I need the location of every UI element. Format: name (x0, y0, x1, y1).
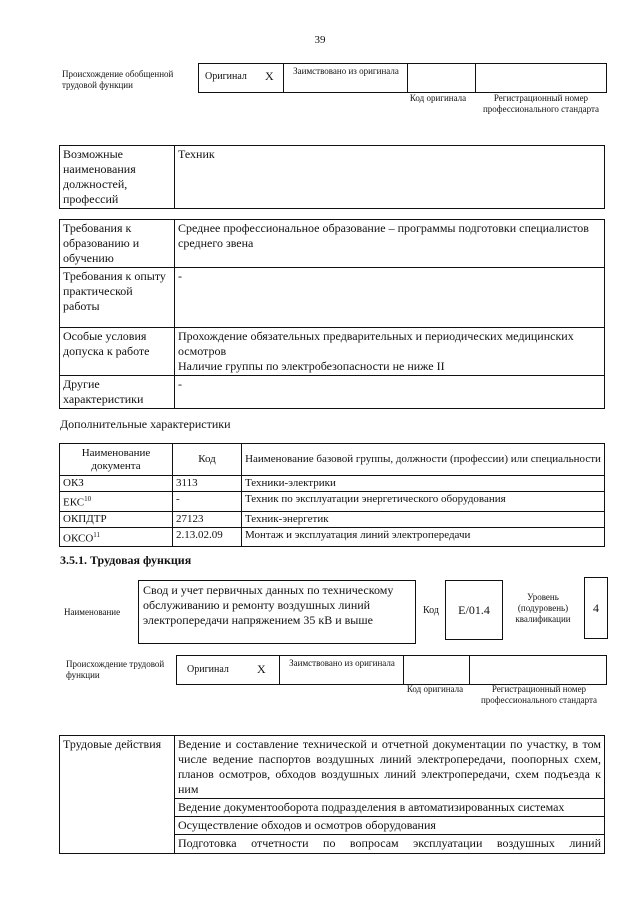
req-education-label: Требования к образованию и обучению (60, 220, 175, 268)
table-row-name: Техники-электрики (242, 476, 605, 492)
origin-label: Происхождение трудовой функции (66, 659, 165, 680)
table-row-doc: ОКПДТР (60, 511, 173, 527)
table-row-name: Монтаж и эксплуатация линий электропередачи (242, 527, 605, 547)
positions-value: Техник (175, 146, 605, 209)
table-row-name: Техник по эксплуатации энергетического оборудования (242, 492, 605, 512)
original-label: Оригинал (187, 664, 229, 675)
table-row-code: 3113 (173, 476, 242, 492)
extra-col-name: Наименование базовой группы, должности (профессии) или специальности (242, 444, 605, 476)
req-conditions-label: Особые условия допуска к работе (60, 328, 175, 376)
name-label: Наименование (64, 607, 121, 617)
doc-name: ОКСО (63, 532, 94, 545)
positions-label: Возможные наименования должностей, профессий (60, 146, 175, 209)
list-item: Ведение и составление технической и отчетной документации по участку, в том числе ведение паспортов воздушных линий электропередачи, поопорных схем, планов осмотров, обходов воздушных линий электропередачи, схем подъезда к ним (175, 736, 605, 799)
code-original-label: Код оригинала (409, 93, 467, 103)
extra-col-code: Код (173, 444, 242, 476)
reg-number-label: Регистрационный номер профессионального стандарта (482, 93, 600, 114)
section-heading: 3.5.1. Трудовая функция (60, 553, 192, 567)
actions-label: Трудовые действия (60, 736, 175, 854)
requirements-table (59, 219, 605, 409)
page-number: 39 (314, 34, 326, 46)
req-other-value: - (175, 376, 605, 409)
function-name-box: Свод и учет первичных данных по техническому обслуживанию и ремонту воздушных линий электропередачи напряжением 35 кВ и выше (138, 580, 416, 644)
table-row-doc: ОКЗ (60, 476, 173, 492)
doc-name: ЕКС (63, 496, 85, 509)
actions-table (59, 735, 605, 854)
extra-heading: Дополнительные характеристики (60, 417, 231, 431)
level-box: 4 (584, 577, 608, 639)
function-code-box: E/01.4 (445, 580, 503, 640)
req-experience-value: - (175, 268, 605, 328)
list-item: Ведение документооборота подразделения в автоматизированных системах (175, 799, 605, 817)
table-row-doc (60, 527, 173, 547)
table-row-code: 27123 (173, 511, 242, 527)
footnote-ref: 10 (84, 495, 92, 503)
req-education-value: Среднее профессиональное образование – программы подготовки специалистов среднего звена (175, 220, 605, 268)
list-item: Подготовка отчетности по вопросам эксплуатации воздушных линий (175, 835, 605, 854)
original-mark: X (265, 69, 274, 83)
borrowed-label: Заимствовано из оригинала (293, 66, 399, 76)
req-conditions-line1: Прохождение обязательных предварительных и периодических медицинских осмотров (178, 329, 574, 358)
table-row-code: - (173, 492, 242, 512)
original-mark: X (257, 662, 266, 676)
req-experience-label: Требования к опыту практической работы (60, 268, 175, 328)
origin-table (176, 655, 607, 685)
code-label: Код (423, 605, 439, 616)
req-conditions-line2: Наличие группы по электробезопасности не ниже II (178, 359, 445, 373)
extra-table (59, 443, 605, 547)
borrowed-label: Заимствовано из оригинала (289, 658, 395, 668)
extra-col-doc: Наименование документа (60, 444, 173, 476)
code-original-label: Код оригинала (406, 684, 464, 694)
footnote-ref: 11 (93, 530, 101, 539)
table-row-doc (60, 492, 173, 512)
req-other-label: Другие характеристики (60, 376, 175, 409)
reg-number-label: Регистрационный номер профессионального стандарта (480, 684, 598, 705)
list-item: Осуществление обходов и осмотров оборудования (175, 817, 605, 835)
table-row-code: 2.13.02.09 (173, 527, 242, 547)
positions-table (59, 145, 605, 209)
level-label: Уровень (подуровень) квалификации (515, 592, 571, 624)
table-row-name: Техник-энергетик (242, 511, 605, 527)
req-conditions-value (175, 328, 605, 376)
origin-table (198, 63, 607, 93)
origin-label: Происхождение обобщенной трудовой функции (62, 69, 174, 90)
original-label: Оригинал (205, 71, 247, 82)
